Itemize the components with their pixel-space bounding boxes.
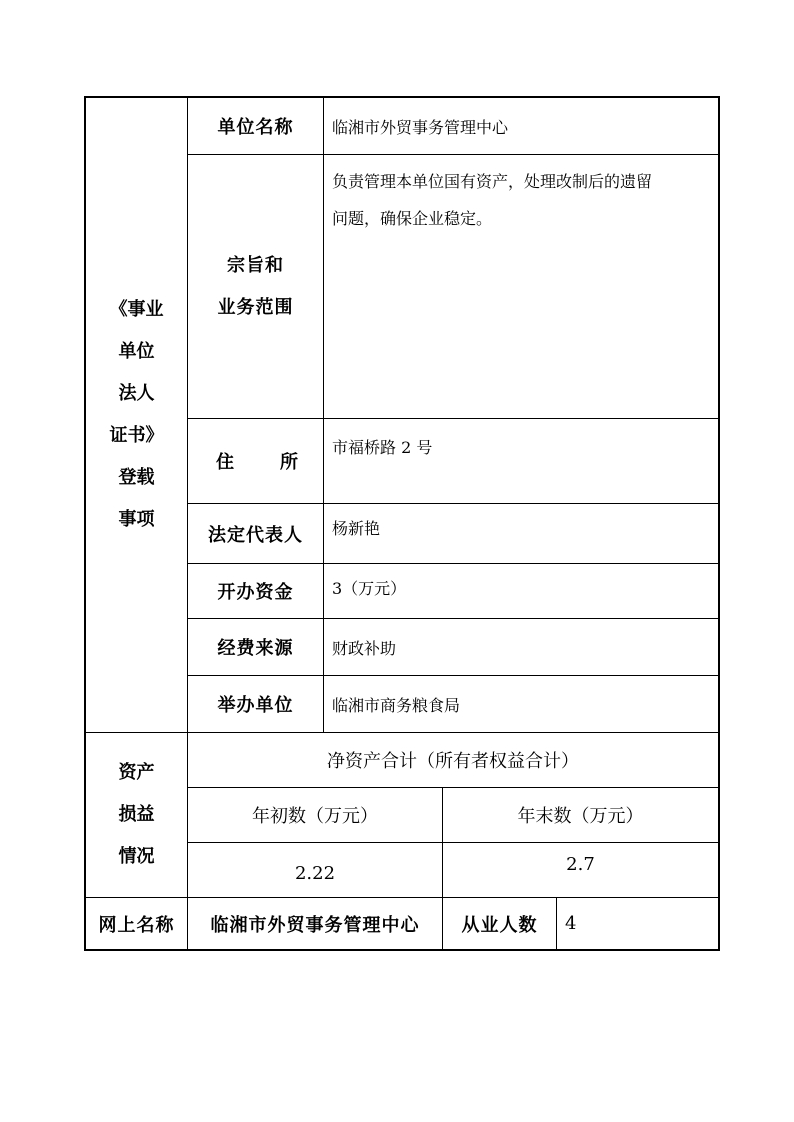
address-label-first: 住 [216, 452, 235, 473]
begin-year-value: 2.22 [294, 862, 336, 884]
registration-table [84, 96, 720, 951]
begin-year-header: 年初数（万元） [252, 806, 378, 827]
capital-value: 3（万元） [332, 579, 407, 598]
assets-title-line: 情况 [118, 846, 155, 867]
staff-count-value: 4 [565, 913, 577, 934]
online-name-label: 网上名称 [98, 914, 175, 936]
net-assets-header: 净资产合计（所有者权益合计） [327, 751, 579, 772]
unit-name-value: 临湘市外贸事务管理中心 [332, 117, 509, 137]
online-name-value: 临湘市外贸事务管理中心 [210, 914, 420, 936]
purpose-label [188, 155, 323, 418]
purpose-value-line: 负责管理本单位国有资产，处理改制后的遗留 [332, 172, 653, 191]
certificate-title-line: 事项 [118, 509, 155, 530]
certificate-title-line: 证书》 [109, 425, 164, 446]
staff-count-label: 从业人数 [461, 914, 538, 936]
end-year-value: 2.7 [566, 853, 595, 875]
certificate-title-line: 《事业 [109, 299, 164, 320]
assets-section-title [86, 733, 187, 897]
address-label [188, 419, 323, 503]
assets-title-line: 资产 [118, 762, 155, 783]
assets-title-line: 损益 [118, 804, 155, 825]
address-label-second: 所 [280, 452, 299, 473]
legal-rep-value: 杨新艳 [332, 519, 381, 538]
certificate-title-line: 登载 [118, 467, 155, 488]
purpose-label-line: 业务范围 [217, 296, 294, 318]
end-year-header: 年末数（万元） [517, 806, 644, 827]
capital-label: 开办资金 [217, 582, 294, 603]
funding-value: 财政补助 [332, 638, 397, 658]
purpose-value-line: 问题，确保企业稳定。 [332, 209, 493, 228]
border-right [718, 96, 720, 951]
sponsor-label: 举办单位 [217, 695, 294, 716]
address-value: 市福桥路 2 号 [332, 438, 433, 457]
certificate-title-line: 法人 [118, 383, 155, 404]
funding-label: 经费来源 [217, 638, 294, 659]
certificate-title-line: 单位 [118, 341, 155, 362]
purpose-value [324, 155, 718, 418]
legal-rep-label: 法定代表人 [208, 524, 303, 546]
unit-name-label: 单位名称 [217, 117, 294, 138]
certificate-section-title [86, 98, 187, 732]
purpose-label-line: 宗旨和 [227, 254, 284, 276]
sponsor-value: 临湘市商务粮食局 [332, 695, 461, 715]
border-bottom [84, 949, 720, 951]
